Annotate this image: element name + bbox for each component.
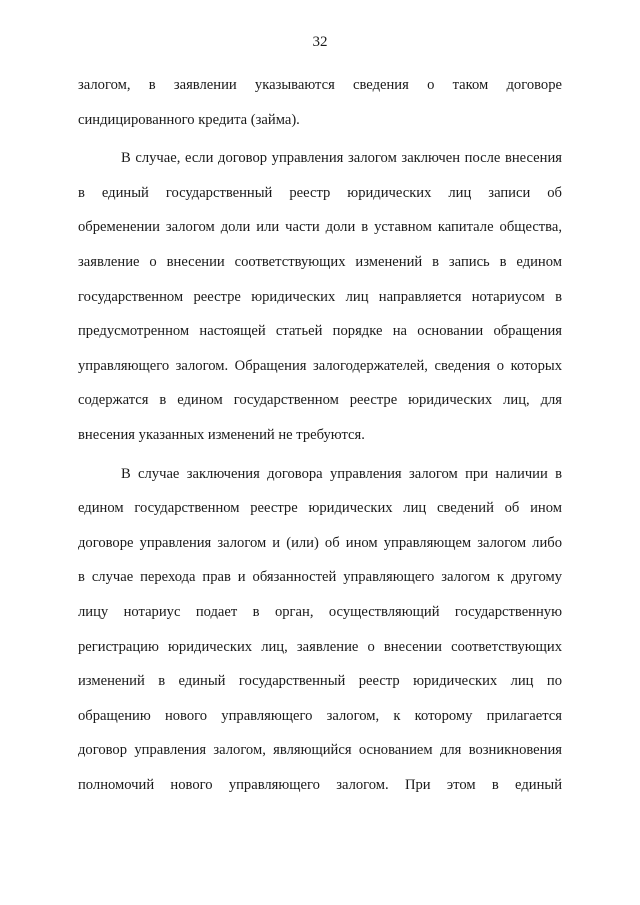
text-line: государственном реестре юридических лиц направляется нотариусом в (78, 288, 562, 305)
text-line: лицу нотариус подает в орган, осуществляющий государственную (78, 603, 562, 620)
text-line: синдицированного кредита (займа). (78, 111, 300, 128)
page-number: 32 (312, 34, 328, 50)
text-line: в единый государственный реестр юридических лиц записи об (78, 184, 562, 201)
text-line: обращению нового управляющего залогом, к которому прилагается (78, 707, 562, 724)
text-line: управляющего залогом. Обращения залогодержателей, сведения о которых (78, 357, 562, 374)
text-line: едином государственном реестре юридических лиц сведений об ином (78, 500, 562, 517)
text-line: регистрацию юридических лиц, заявление о внесении соответствующих (78, 638, 562, 655)
document-body (78, 68, 562, 802)
text-line: изменений в единый государственный реестр юридических лиц по (78, 673, 562, 690)
text-line: договор управления залогом, являющийся основанием для возникновения (78, 742, 562, 759)
text-line: обременении залогом доли или части доли в уставном капитале общества, (78, 219, 562, 236)
text-line: залогом, в заявлении указываются сведения о таком договоре (78, 77, 562, 93)
paragraph-first-line: В случае, если договор управления залогом заключен после внесения (121, 150, 562, 167)
paragraph-first-line: В случае заключения договора управления залогом при наличии в (121, 465, 562, 482)
text-line: в случае перехода прав и обязанностей управляющего залогом к другому (78, 569, 562, 586)
text-line: полномочий нового управляющего залогом. При этом в единый (78, 776, 562, 793)
text-line: заявление о внесении соответствующих изменений в запись в едином (78, 253, 562, 270)
text-line: предусмотренном настоящей статьей порядке на основании обращения (78, 323, 562, 340)
text-line: содержатся в едином государственном реестре юридических лиц, для (78, 392, 562, 409)
text-line: договоре управления залогом и (или) об ином управляющем залогом либо (78, 534, 562, 551)
text-line: внесения указанных изменений не требуются. (78, 426, 365, 443)
